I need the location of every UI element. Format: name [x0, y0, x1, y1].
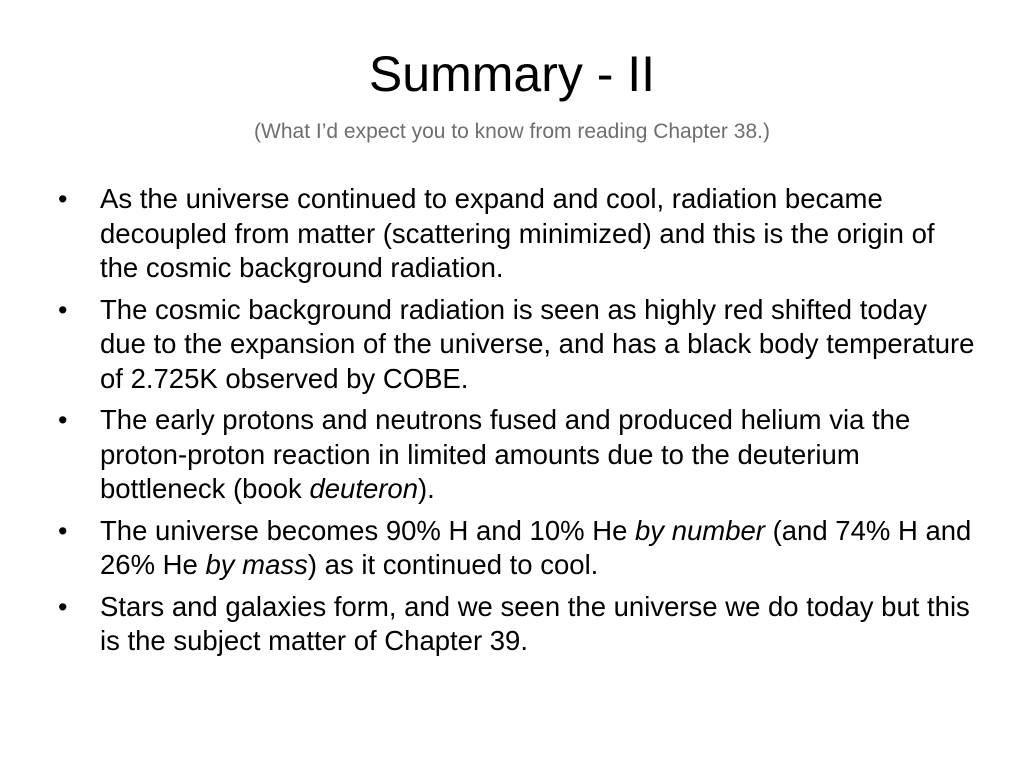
bullet-icon: •: [58, 591, 68, 622]
bullet-text: The cosmic background radiation is seen as highly red shifted today due to the expansion of the universe, and has a black body temperature of 2.725K observed by COBE.: [100, 293, 975, 394]
bullet-emphasis: deuteron: [309, 473, 419, 504]
bullet-emphasis: by number: [635, 514, 765, 546]
bullet-icon: •: [58, 515, 68, 546]
bullet-item: [56, 590, 976, 659]
bullet-item: [56, 293, 976, 397]
bullet-icon: •: [58, 294, 68, 325]
bullet-text: [100, 515, 971, 581]
bullet-text-part: (and 74% H and 26% He: [100, 514, 972, 580]
bullet-text-part: ) as it continued to cool.: [307, 549, 599, 580]
bullet-icon: •: [58, 184, 68, 214]
bullet-text-part: The universe becomes 90% H and 10% He: [100, 514, 636, 546]
bullet-text-part: The early protons and neutrons fused and produced helium via the proton-proton reaction in limited amounts due to the deuterium bottleneck (book: [100, 404, 911, 504]
bullet-text-part: ).: [418, 473, 435, 504]
bullet-text: [100, 404, 910, 504]
bullet-item: [56, 514, 976, 583]
bullet-list: [56, 182, 976, 666]
bullet-text: As the universe continued to expand and cool, radiation became decoupled from matter (scattering minimized) and this is the origin of the cosmic background radiation.: [100, 183, 935, 283]
bullet-text: Stars and galaxies form, and we seen the universe we do today but this is the subject matter of Chapter 39.: [100, 590, 970, 656]
slide-title: Summary - II: [368, 46, 656, 102]
bullet-item: [56, 403, 976, 507]
bullet-emphasis: by mass: [205, 549, 308, 580]
slide-subtitle: (What I’d expect you to know from reading Chapter 38.): [254, 120, 770, 143]
bullet-item: [56, 182, 976, 286]
bullet-icon: •: [58, 405, 68, 435]
